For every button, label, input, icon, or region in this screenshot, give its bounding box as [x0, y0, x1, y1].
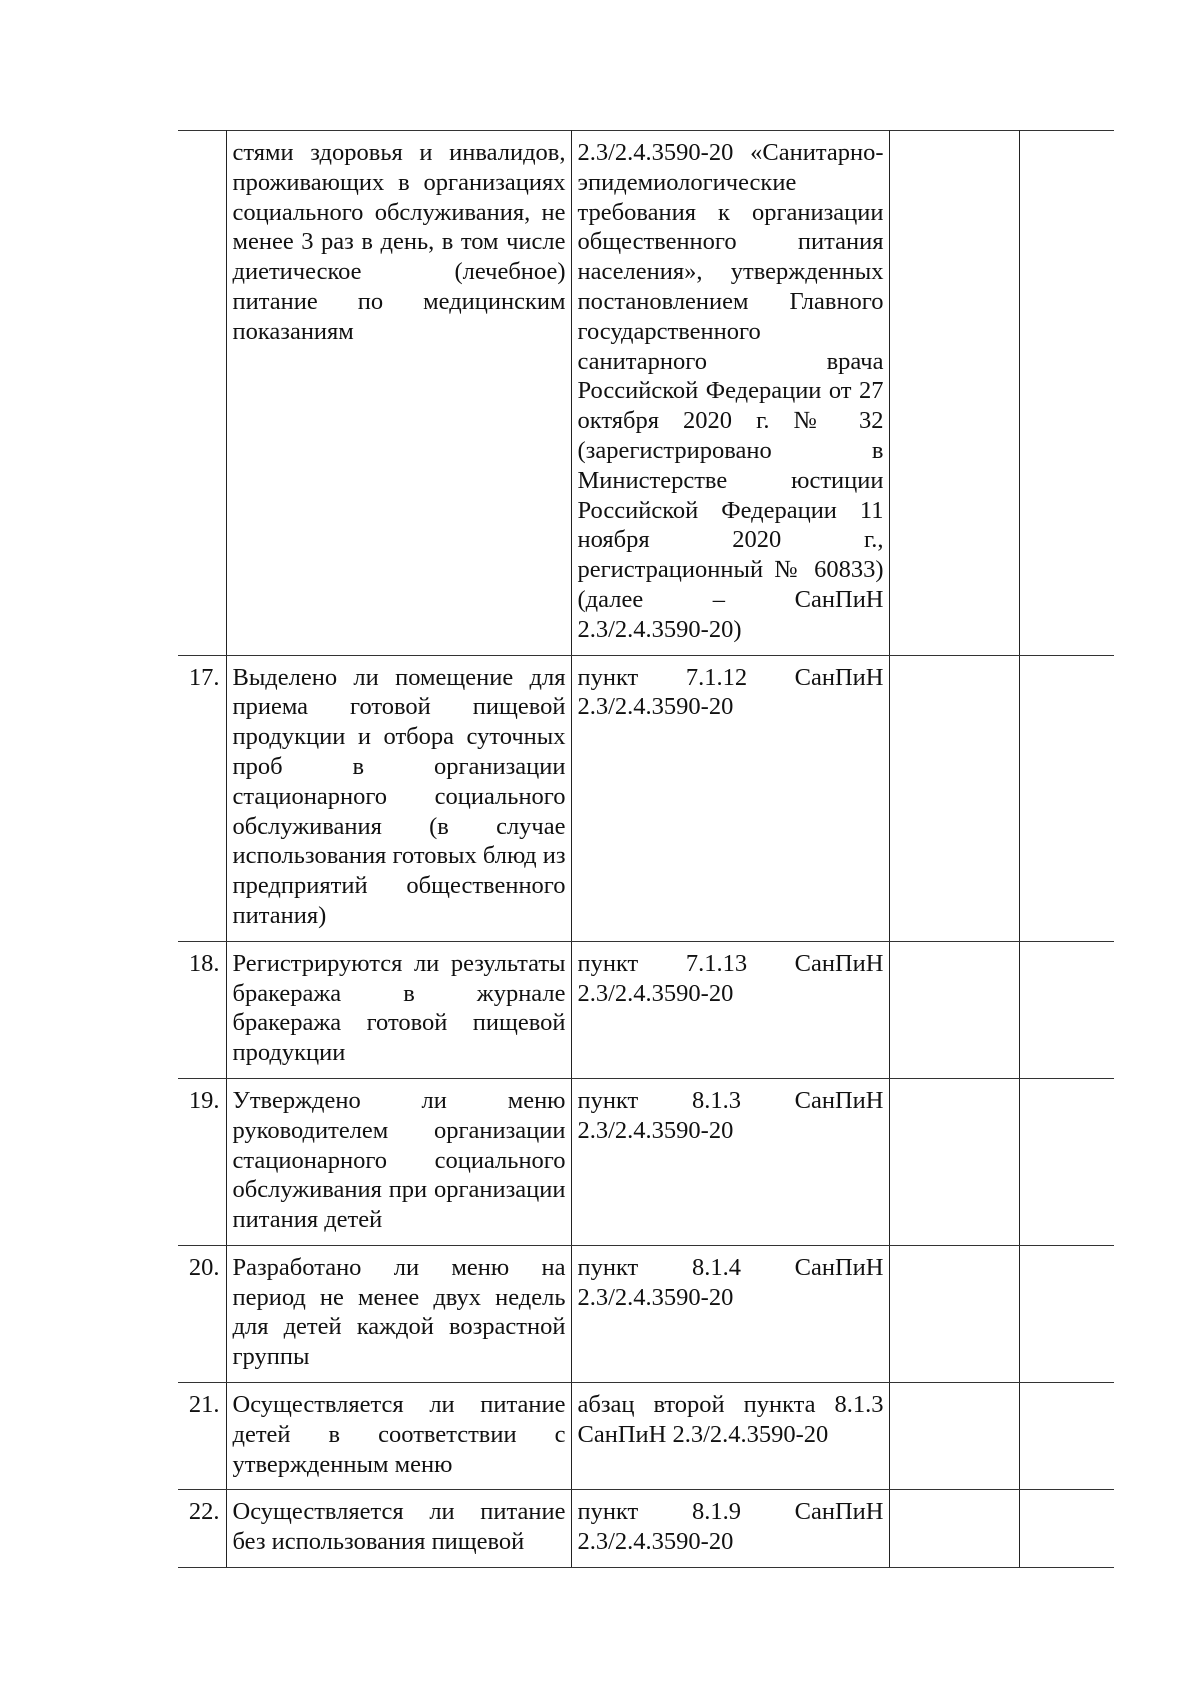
requirement-question: Регистрируются ли результаты бракеража в журнале бракеража готовой пищевой продукции — [226, 941, 571, 1078]
row-number: 21. — [178, 1383, 226, 1490]
normative-reference: 2.3/2.4.3590-20 «Санитарно-эпидемиологические требования к организации общественного питания населения», утвержденных постановлением Главного государственного санитарного врача Российской Федерации от 27 октября 2020 г. № 32 (зарегистрировано в Министерстве юстиции Российской Федерации 11 ноября 2020 г., регистрационный № 60833) (далее – СанПиН 2.3/2.4.3590-20) — [571, 131, 889, 656]
row-number: 18. — [178, 941, 226, 1078]
table-row — [178, 1490, 1114, 1568]
note-cell — [1019, 1490, 1114, 1568]
normative-reference: пункт 8.1.3 СанПиН 2.3/2.4.3590-20 — [571, 1078, 889, 1245]
table-row — [178, 131, 1114, 656]
requirement-question: Утверждено ли меню руководителем организации стационарного социального обслуживания при организации питания детей — [226, 1078, 571, 1245]
row-number: 22. — [178, 1490, 226, 1568]
row-number: 19. — [178, 1078, 226, 1245]
normative-reference: пункт 7.1.13 СанПиН 2.3/2.4.3590-20 — [571, 941, 889, 1078]
answer-cell — [889, 1383, 1019, 1490]
requirement-question: стями здоровья и инвалидов, проживающих в организациях социального обслуживания, не менее 3 раз в день, в том числе диетическое (лечебное) питание по медицинским показаниям — [226, 131, 571, 656]
note-cell — [1019, 1078, 1114, 1245]
table-row — [178, 1245, 1114, 1382]
note-cell — [1019, 131, 1114, 656]
normative-reference: пункт 8.1.9 СанПиН 2.3/2.4.3590-20 — [571, 1490, 889, 1568]
requirement-question: Разработано ли меню на период не менее двух недель для детей каждой возрастной группы — [226, 1245, 571, 1382]
answer-cell — [889, 941, 1019, 1078]
requirement-question: Выделено ли помещение для приема готовой пищевой продукции и отбора суточных проб в организации стационарного социального обслуживания (в случае использования готовых блюд из предприятий общественного питания) — [226, 655, 571, 941]
answer-cell — [889, 1078, 1019, 1245]
requirement-question: Осуществляется ли питание без использования пищевой — [226, 1490, 571, 1568]
table-row — [178, 1078, 1114, 1245]
note-cell — [1019, 1383, 1114, 1490]
normative-reference: пункт 7.1.12 СанПиН 2.3/2.4.3590-20 — [571, 655, 889, 941]
table-row — [178, 1383, 1114, 1490]
answer-cell — [889, 1245, 1019, 1382]
answer-cell — [889, 131, 1019, 656]
row-number — [178, 131, 226, 656]
row-number: 20. — [178, 1245, 226, 1382]
answer-cell — [889, 1490, 1019, 1568]
table-row — [178, 655, 1114, 941]
note-cell — [1019, 1245, 1114, 1382]
answer-cell — [889, 655, 1019, 941]
requirement-question: Осуществляется ли питание детей в соответствии с утвержденным меню — [226, 1383, 571, 1490]
checklist-table — [178, 130, 1114, 1568]
note-cell — [1019, 655, 1114, 941]
table-row — [178, 941, 1114, 1078]
row-number: 17. — [178, 655, 226, 941]
normative-reference: пункт 8.1.4 СанПиН 2.3/2.4.3590-20 — [571, 1245, 889, 1382]
normative-reference: абзац второй пункта 8.1.3 СанПиН 2.3/2.4.3590-20 — [571, 1383, 889, 1490]
note-cell — [1019, 941, 1114, 1078]
